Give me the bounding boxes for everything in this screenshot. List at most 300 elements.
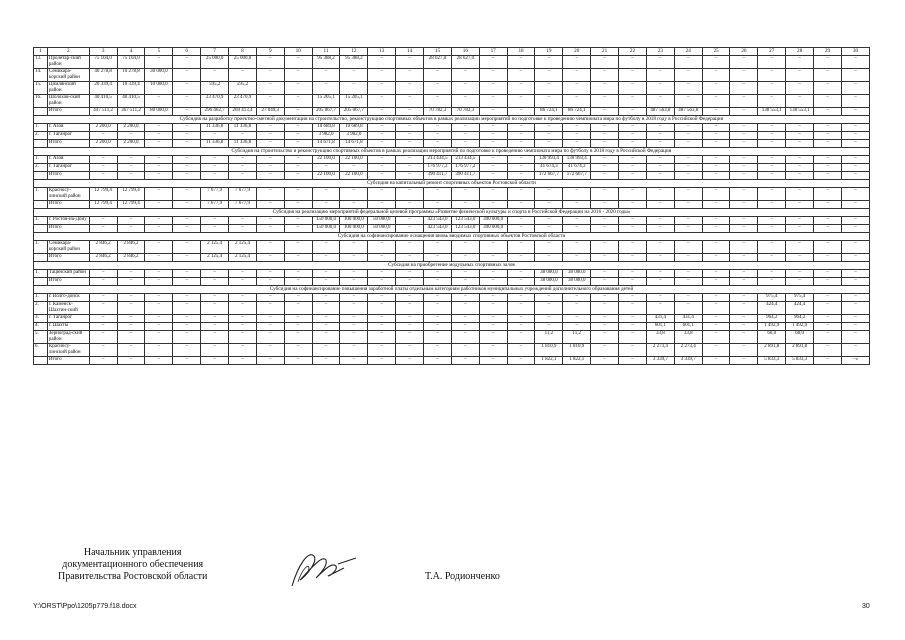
- amount-cell: –: [451, 140, 479, 148]
- amount-cell: –: [758, 270, 786, 278]
- amount-cell: –: [674, 294, 702, 302]
- amount-cell: 424,4: [786, 302, 814, 315]
- amount-cell: –: [758, 278, 786, 286]
- municipality-name: г. Таганрог: [47, 315, 89, 323]
- amount-cell: –: [145, 95, 173, 108]
- amount-cell: 150 000,0: [312, 225, 340, 233]
- amount-cell: –: [229, 217, 257, 225]
- amount-cell: –: [507, 217, 535, 225]
- amount-cell: 50 000,0: [368, 217, 396, 225]
- row-number: 3.: [34, 315, 48, 323]
- amount-cell: –: [563, 302, 591, 315]
- amount-cell: –: [312, 270, 340, 278]
- amount-cell: –: [619, 108, 647, 116]
- amount-cell: –: [89, 323, 117, 331]
- amount-cell: –: [841, 140, 869, 148]
- amount-cell: –: [730, 132, 758, 140]
- amount-cell: –: [89, 164, 117, 172]
- amount-cell: –: [145, 254, 173, 262]
- row-number: 4.: [34, 323, 48, 331]
- amount-cell: –: [841, 323, 869, 331]
- amount-cell: 38 000,0: [535, 278, 563, 286]
- amount-cell: –: [424, 124, 452, 132]
- amount-cell: –: [368, 270, 396, 278]
- amount-cell: –: [841, 95, 869, 108]
- amount-cell: –: [730, 156, 758, 164]
- amount-cell: –: [563, 56, 591, 69]
- amount-cell: 213 434,5: [424, 156, 452, 164]
- column-number: 23: [646, 48, 674, 56]
- amount-cell: –: [841, 132, 869, 140]
- amount-cell: 300 000,0: [479, 217, 507, 225]
- amount-cell: –: [396, 294, 424, 302]
- amount-cell: –: [284, 108, 312, 116]
- amount-cell: –: [201, 132, 229, 140]
- amount-cell: –: [814, 344, 842, 357]
- municipality-name: Итого: [47, 172, 89, 180]
- amount-cell: –: [284, 140, 312, 148]
- amount-cell: –: [451, 323, 479, 331]
- amount-cell: –: [312, 302, 340, 315]
- amount-cell: –: [619, 172, 647, 180]
- amount-cell: –: [674, 201, 702, 209]
- amount-cell: –: [368, 294, 396, 302]
- amount-cell: –: [591, 95, 619, 108]
- amount-cell: –: [424, 82, 452, 95]
- amount-cell: 1 822,1: [563, 357, 591, 365]
- amount-cell: –: [173, 270, 201, 278]
- amount-cell: 86 724,1: [535, 108, 563, 116]
- amount-cell: –: [841, 172, 869, 180]
- amount-cell: –: [841, 315, 869, 323]
- amount-cell: –: [814, 331, 842, 344]
- amount-cell: –: [340, 241, 368, 254]
- amount-cell: –: [619, 331, 647, 344]
- amount-cell: –: [814, 254, 842, 262]
- amount-cell: –: [591, 132, 619, 140]
- amount-cell: –: [507, 69, 535, 82]
- column-number-row: [34, 48, 870, 56]
- amount-cell: –: [173, 241, 201, 254]
- amount-cell: –: [535, 132, 563, 140]
- table-row: [34, 270, 870, 278]
- amount-cell: –: [201, 315, 229, 323]
- amount-cell: –: [786, 56, 814, 69]
- amount-cell: –: [173, 217, 201, 225]
- amount-cell: –: [646, 95, 674, 108]
- amount-cell: –: [396, 82, 424, 95]
- column-number: 9: [256, 48, 284, 56]
- amount-cell: 80 000,0: [145, 108, 173, 116]
- amount-cell: –: [619, 217, 647, 225]
- amount-cell: –: [89, 344, 117, 357]
- amount-cell: –: [145, 188, 173, 201]
- column-number: 30: [841, 48, 869, 56]
- amount-cell: –: [646, 140, 674, 148]
- amount-cell: –: [201, 69, 229, 82]
- amount-cell: –: [535, 140, 563, 148]
- amount-cell: 172 667,7: [563, 172, 591, 180]
- amount-cell: –: [173, 188, 201, 201]
- amount-cell: –: [284, 201, 312, 209]
- amount-cell: –: [563, 315, 591, 323]
- amount-cell: –: [730, 188, 758, 201]
- table-row: [34, 172, 870, 180]
- amount-cell: –: [173, 294, 201, 302]
- amount-cell: –: [256, 69, 284, 82]
- amount-cell: –: [256, 56, 284, 69]
- amount-cell: –: [786, 217, 814, 225]
- amount-cell: –: [201, 172, 229, 180]
- amount-cell: –: [201, 164, 229, 172]
- amount-cell: –: [841, 69, 869, 82]
- amount-cell: –: [814, 156, 842, 164]
- amount-cell: –: [284, 95, 312, 108]
- section-heading-row: [34, 180, 870, 188]
- amount-cell: –: [451, 270, 479, 278]
- amount-cell: –: [368, 172, 396, 180]
- amount-cell: –: [229, 270, 257, 278]
- amount-cell: –: [479, 188, 507, 201]
- amount-cell: –: [451, 241, 479, 254]
- amount-cell: –: [340, 302, 368, 315]
- amount-cell: –: [479, 156, 507, 164]
- amount-cell: 7 677,9: [201, 201, 229, 209]
- amount-cell: 2 891,8: [758, 344, 786, 357]
- amount-cell: –: [814, 95, 842, 108]
- amount-cell: –: [619, 164, 647, 172]
- municipality-name: Итого: [47, 140, 89, 148]
- amount-cell: –: [89, 225, 117, 233]
- amount-cell: –: [284, 294, 312, 302]
- amount-cell: –: [479, 302, 507, 315]
- amount-cell: –: [646, 188, 674, 201]
- amount-cell: –: [201, 217, 229, 225]
- amount-cell: –: [368, 357, 396, 365]
- amount-cell: –: [117, 156, 145, 164]
- amount-cell: –: [145, 241, 173, 254]
- amount-cell: –: [507, 172, 535, 180]
- amount-cell: –: [674, 172, 702, 180]
- amount-cell: –: [256, 95, 284, 108]
- amount-cell: –: [563, 294, 591, 302]
- amount-cell: 38 000,0: [535, 270, 563, 278]
- municipality-name: г. Азов: [47, 124, 89, 132]
- amount-cell: –: [256, 270, 284, 278]
- amount-cell: –: [424, 344, 452, 357]
- table-row: [34, 315, 870, 323]
- amount-cell: –: [229, 225, 257, 233]
- amount-cell: 25 000,0: [229, 56, 257, 69]
- amount-cell: –: [730, 56, 758, 69]
- municipality-name: г. Таганрог: [47, 132, 89, 140]
- amount-cell: 20 339,4: [89, 82, 117, 95]
- amount-cell: –: [786, 278, 814, 286]
- table-row: [34, 95, 870, 108]
- amount-cell: –: [368, 95, 396, 108]
- amount-cell: –: [619, 315, 647, 323]
- amount-cell: –: [284, 132, 312, 140]
- amount-cell: –: [730, 302, 758, 315]
- amount-cell: –: [229, 331, 257, 344]
- amount-cell: –: [396, 323, 424, 331]
- amount-cell: –: [507, 188, 535, 201]
- amount-cell: –: [396, 201, 424, 209]
- amount-cell: –: [535, 225, 563, 233]
- amount-cell: –: [312, 164, 340, 172]
- amount-cell: 3 339,7: [674, 357, 702, 365]
- amount-cell: –: [479, 108, 507, 116]
- amount-cell: 975,4: [786, 294, 814, 302]
- amount-cell: –: [256, 302, 284, 315]
- amount-cell: –: [368, 331, 396, 344]
- amount-cell: –: [591, 140, 619, 148]
- amount-cell: 130 993,4: [535, 156, 563, 164]
- amount-cell: 2 846,2: [117, 254, 145, 262]
- amount-cell: –: [284, 82, 312, 95]
- amount-cell: 7 677,9: [229, 201, 257, 209]
- amount-cell: –: [814, 82, 842, 95]
- amount-cell: –: [479, 254, 507, 262]
- amount-cell: –: [479, 56, 507, 69]
- amount-cell: –: [479, 82, 507, 95]
- amount-cell: –: [256, 164, 284, 172]
- amount-cell: –: [674, 156, 702, 164]
- amount-cell: 30 000,0: [145, 69, 173, 82]
- column-number: 8: [229, 48, 257, 56]
- amount-cell: –: [786, 156, 814, 164]
- amount-cell: –: [424, 254, 452, 262]
- column-number: 16: [451, 48, 479, 56]
- amount-cell: –: [591, 56, 619, 69]
- amount-cell: 15 205,1: [312, 95, 340, 108]
- amount-cell: –: [173, 278, 201, 286]
- amount-cell: 595,2: [229, 82, 257, 95]
- amount-cell: 390 411,7: [451, 172, 479, 180]
- amount-cell: –: [145, 164, 173, 172]
- amount-cell: 300 000,0: [479, 225, 507, 233]
- amount-cell: –: [173, 302, 201, 315]
- amount-cell: –: [256, 132, 284, 140]
- column-number: 17: [479, 48, 507, 56]
- amount-cell: –: [758, 164, 786, 172]
- amount-cell: –: [786, 172, 814, 180]
- amount-cell: –: [256, 278, 284, 286]
- table-row: [34, 108, 870, 116]
- amount-cell: 3 982,0: [312, 132, 340, 140]
- amount-cell: –: [591, 172, 619, 180]
- amount-cell: 150 000,0: [312, 217, 340, 225]
- amount-cell: 1 810,9: [535, 344, 563, 357]
- amount-cell: –: [479, 95, 507, 108]
- column-number: 27: [758, 48, 786, 56]
- amount-cell: –: [507, 344, 535, 357]
- amount-cell: –: [619, 201, 647, 209]
- amount-cell: –: [368, 188, 396, 201]
- amount-cell: 100 000,0: [340, 217, 368, 225]
- amount-cell: 2 200,0: [117, 124, 145, 132]
- section-heading: Субсидия на строительство и реконструкцию спортивных объектов в рамках реализации мероприятий по подготовке к проведению чемпионата мира по футболу в 2018 году в Российской Федерации: [34, 148, 870, 156]
- amount-cell: –: [312, 254, 340, 262]
- amount-cell: –: [758, 69, 786, 82]
- amount-cell: –: [702, 254, 730, 262]
- amount-cell: –: [814, 294, 842, 302]
- amount-cell: 5 833,3: [758, 357, 786, 365]
- amount-cell: –: [674, 241, 702, 254]
- amount-cell: –: [535, 188, 563, 201]
- section-heading-row: [34, 286, 870, 294]
- amount-cell: –: [117, 270, 145, 278]
- column-number: 22: [619, 48, 647, 56]
- amount-cell: –: [312, 188, 340, 201]
- amount-cell: –: [256, 254, 284, 262]
- amount-cell: 2 200,0: [89, 140, 117, 148]
- amount-cell: –: [340, 188, 368, 201]
- amount-cell: –: [507, 201, 535, 209]
- amount-cell: –: [89, 132, 117, 140]
- amount-cell: –: [535, 201, 563, 209]
- amount-cell: –: [674, 56, 702, 69]
- amount-cell: –: [312, 357, 340, 365]
- amount-cell: 12 799,4: [89, 188, 117, 201]
- column-number: 5: [145, 48, 173, 56]
- amount-cell: –: [284, 164, 312, 172]
- amount-cell: –: [229, 172, 257, 180]
- amount-cell: –: [563, 201, 591, 209]
- amount-cell: –: [814, 225, 842, 233]
- amount-cell: –: [368, 108, 396, 116]
- table-row: [34, 344, 870, 357]
- amount-cell: –: [229, 323, 257, 331]
- amount-cell: –: [229, 315, 257, 323]
- column-number: 24: [674, 48, 702, 56]
- amount-cell: –: [591, 164, 619, 172]
- column-number: 20: [563, 48, 591, 56]
- municipality-name: г. Таганрог: [47, 164, 89, 172]
- row-number: 14.: [34, 69, 48, 82]
- amount-cell: –: [674, 140, 702, 148]
- amount-cell: –: [229, 302, 257, 315]
- amount-cell: –: [479, 241, 507, 254]
- amount-cell: –: [535, 254, 563, 262]
- amount-cell: –: [229, 278, 257, 286]
- amount-cell: –: [479, 164, 507, 172]
- section-heading-row: [34, 233, 870, 241]
- amount-cell: –: [368, 323, 396, 331]
- amount-cell: –: [758, 124, 786, 132]
- amount-cell: –: [284, 188, 312, 201]
- amount-cell: –: [89, 294, 117, 302]
- amount-cell: 7 677,9: [201, 188, 229, 201]
- amount-cell: –: [591, 294, 619, 302]
- amount-cell: –: [646, 294, 674, 302]
- table-row: [34, 217, 870, 225]
- amount-cell: –: [396, 254, 424, 262]
- amount-cell: 12 799,4: [117, 201, 145, 209]
- amount-cell: –: [674, 95, 702, 108]
- amount-cell: –: [396, 164, 424, 172]
- amount-cell: –: [396, 108, 424, 116]
- amount-cell: –: [340, 331, 368, 344]
- amount-cell: –: [340, 270, 368, 278]
- amount-cell: –: [479, 132, 507, 140]
- amount-cell: –: [563, 69, 591, 82]
- table-row: [34, 140, 870, 148]
- amount-cell: –: [507, 82, 535, 95]
- amount-cell: –: [758, 201, 786, 209]
- amount-cell: –: [814, 56, 842, 69]
- amount-cell: 176 977,2: [451, 164, 479, 172]
- amount-cell: –: [758, 225, 786, 233]
- amount-cell: 38 000,0: [563, 270, 591, 278]
- amount-cell: 11,2: [535, 331, 563, 344]
- amount-cell: 447 511,2: [89, 108, 117, 116]
- row-number: [34, 254, 48, 262]
- amount-cell: –: [89, 315, 117, 323]
- amount-cell: –: [814, 357, 842, 365]
- row-number: 5.: [34, 331, 48, 344]
- amount-cell: –: [702, 172, 730, 180]
- amount-cell: –: [451, 331, 479, 344]
- amount-cell: –: [284, 69, 312, 82]
- amount-cell: 975,4: [758, 294, 786, 302]
- amount-cell: –: [173, 156, 201, 164]
- amount-cell: –: [201, 278, 229, 286]
- amount-cell: –: [702, 278, 730, 286]
- amount-cell: –: [451, 188, 479, 201]
- amount-cell: –: [451, 124, 479, 132]
- amount-cell: –: [424, 140, 452, 148]
- amount-cell: –: [424, 69, 452, 82]
- amount-cell: –: [814, 302, 842, 315]
- amount-cell: –: [117, 302, 145, 315]
- amount-cell: –: [758, 254, 786, 262]
- amount-cell: 1 492,9: [758, 323, 786, 331]
- amount-cell: –: [646, 225, 674, 233]
- amount-cell: –: [424, 323, 452, 331]
- amount-cell: 601,1: [646, 323, 674, 331]
- amount-cell: –: [619, 56, 647, 69]
- amount-cell: –: [702, 156, 730, 164]
- amount-cell: 172 667,7: [535, 172, 563, 180]
- amount-cell: –: [507, 225, 535, 233]
- amount-cell: –: [591, 357, 619, 365]
- amount-cell: –: [396, 302, 424, 315]
- amount-cell: –: [284, 241, 312, 254]
- amount-cell: –: [702, 132, 730, 140]
- row-number: 2.: [34, 164, 48, 172]
- amount-cell: –: [702, 188, 730, 201]
- amount-cell: –: [758, 156, 786, 164]
- amount-cell: –: [368, 315, 396, 323]
- amount-cell: –: [814, 217, 842, 225]
- table-row: [34, 225, 870, 233]
- amount-cell: –: [841, 82, 869, 95]
- amount-cell: –: [312, 82, 340, 95]
- amount-cell: 28 627,0: [424, 56, 452, 69]
- amount-cell: –: [117, 164, 145, 172]
- amount-cell: –: [479, 294, 507, 302]
- amount-cell: –: [396, 225, 424, 233]
- amount-cell: –: [451, 302, 479, 315]
- row-number: [34, 172, 48, 180]
- amount-cell: –: [702, 315, 730, 323]
- amount-cell: –: [117, 294, 145, 302]
- amount-cell: –: [451, 82, 479, 95]
- table-row: [34, 124, 870, 132]
- column-number: 12: [340, 48, 368, 56]
- amount-cell: –: [702, 357, 730, 365]
